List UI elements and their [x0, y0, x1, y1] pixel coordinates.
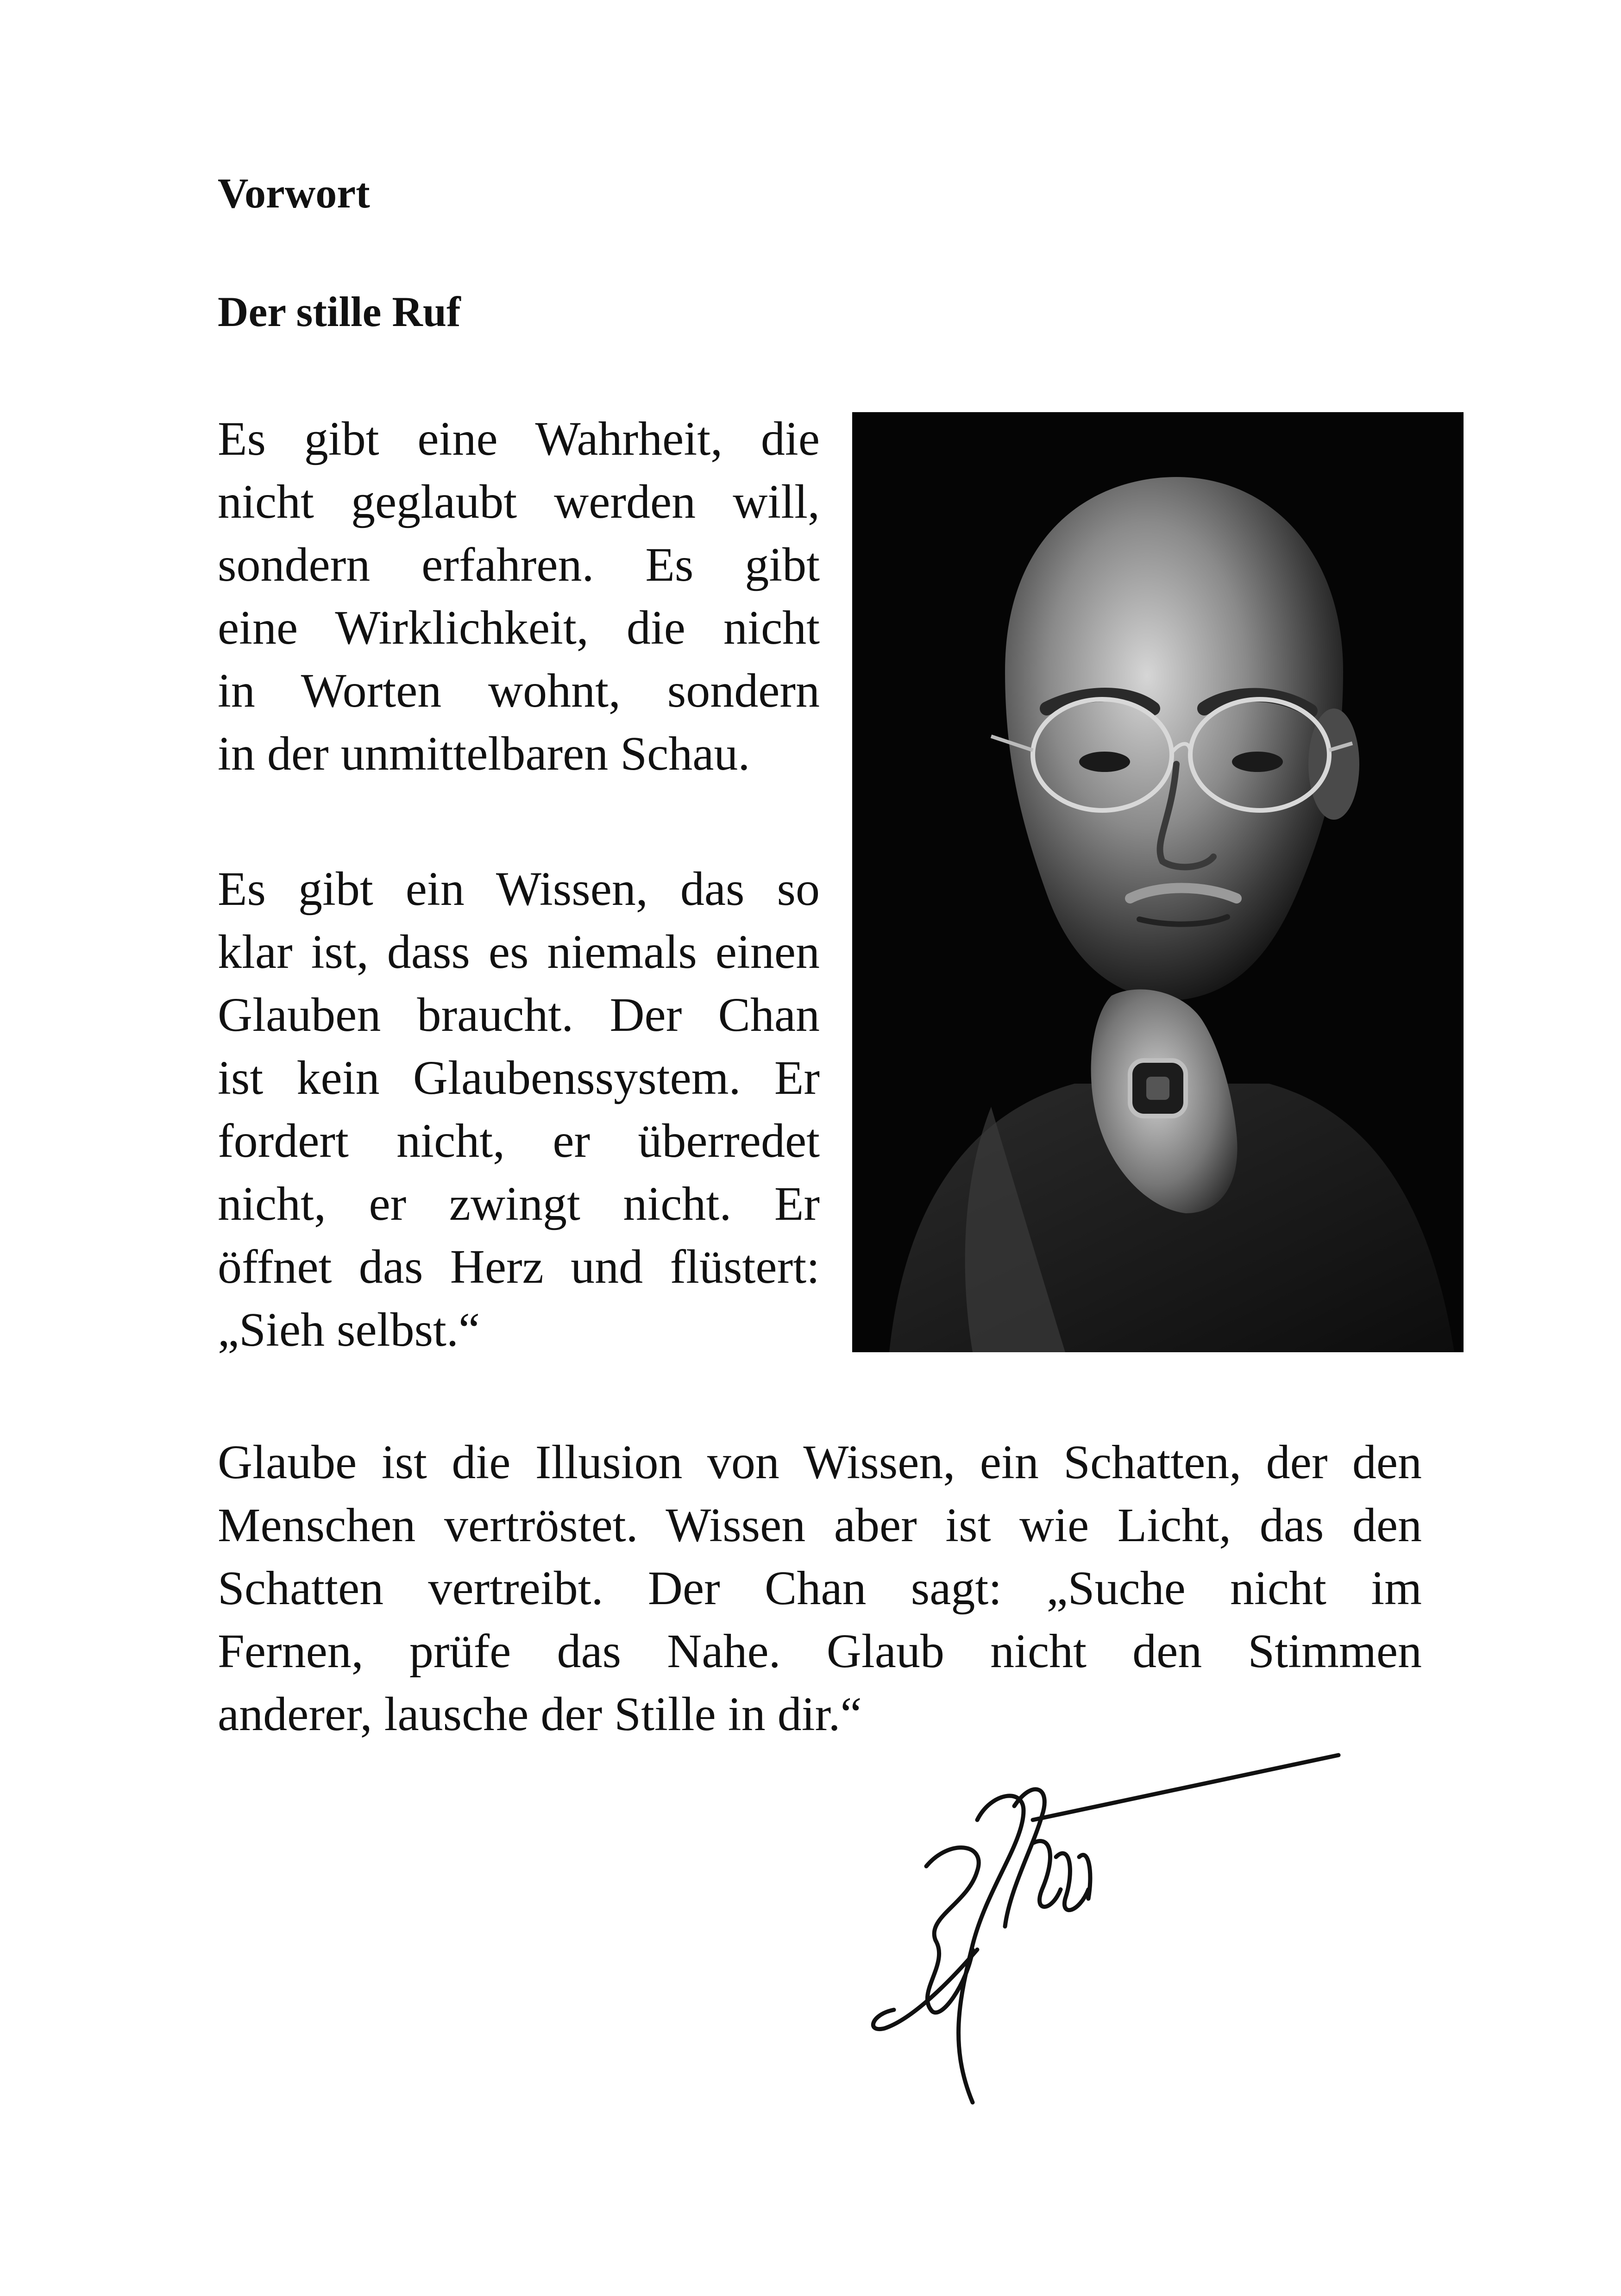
- paragraph-line: ist kein Glaubenssystem. Er: [218, 1051, 820, 1104]
- paragraph-line: „Sieh selbst.“: [218, 1303, 480, 1356]
- signature: [857, 1750, 1366, 2112]
- portrait-photo: [852, 412, 1464, 1352]
- paragraph-line: Schatten vertreibt. Der Chan sagt: „Suche nicht im: [218, 1562, 1422, 1615]
- paragraph-line: sondern erfahren. Es gibt: [218, 538, 820, 591]
- paragraph-line: Es gibt eine Wahrheit, die: [218, 412, 820, 465]
- paragraph-line: in der unmittelbaren Schau.: [218, 727, 750, 780]
- paragraph-line: Glauben braucht. Der Chan: [218, 988, 820, 1041]
- paragraph-line: öffnet das Herz und flüstert:: [218, 1240, 820, 1293]
- paragraph-line: anderer, lausche der Stille in dir.“: [218, 1687, 862, 1741]
- paragraph-1: [218, 408, 820, 785]
- paragraph-line: klar ist, dass es niemals einen: [218, 925, 820, 979]
- paragraph-line: eine Wirklichkeit, die nicht: [218, 601, 820, 654]
- paragraph-line: Glaube ist die Illusion von Wissen, ein Schatten, der den: [218, 1436, 1422, 1489]
- handwritten-signature-icon: [857, 1750, 1366, 2112]
- paragraph-line: Es gibt ein Wissen, das so: [218, 862, 820, 916]
- paragraph-3: [218, 1431, 1422, 1746]
- paragraph-line: fordert nicht, er überredet: [218, 1114, 820, 1167]
- preface-heading: Vorwort: [218, 169, 370, 217]
- paragraph-line: Fernen, prüfe das Nahe. Glaub nicht den Stimmen: [218, 1625, 1422, 1678]
- paragraph-line: Menschen vertröstet. Wissen aber ist wie Licht, das den: [218, 1499, 1422, 1552]
- paragraph-line: nicht geglaubt werden will,: [218, 475, 820, 528]
- paragraph-line: nicht, er zwingt nicht. Er: [218, 1177, 820, 1230]
- paragraph-2: [218, 858, 820, 1361]
- portrait-photo-icon: [852, 412, 1464, 1352]
- chapter-heading: Der stille Ruf: [218, 288, 461, 335]
- paragraph-line: in Worten wohnt, sondern: [218, 664, 820, 717]
